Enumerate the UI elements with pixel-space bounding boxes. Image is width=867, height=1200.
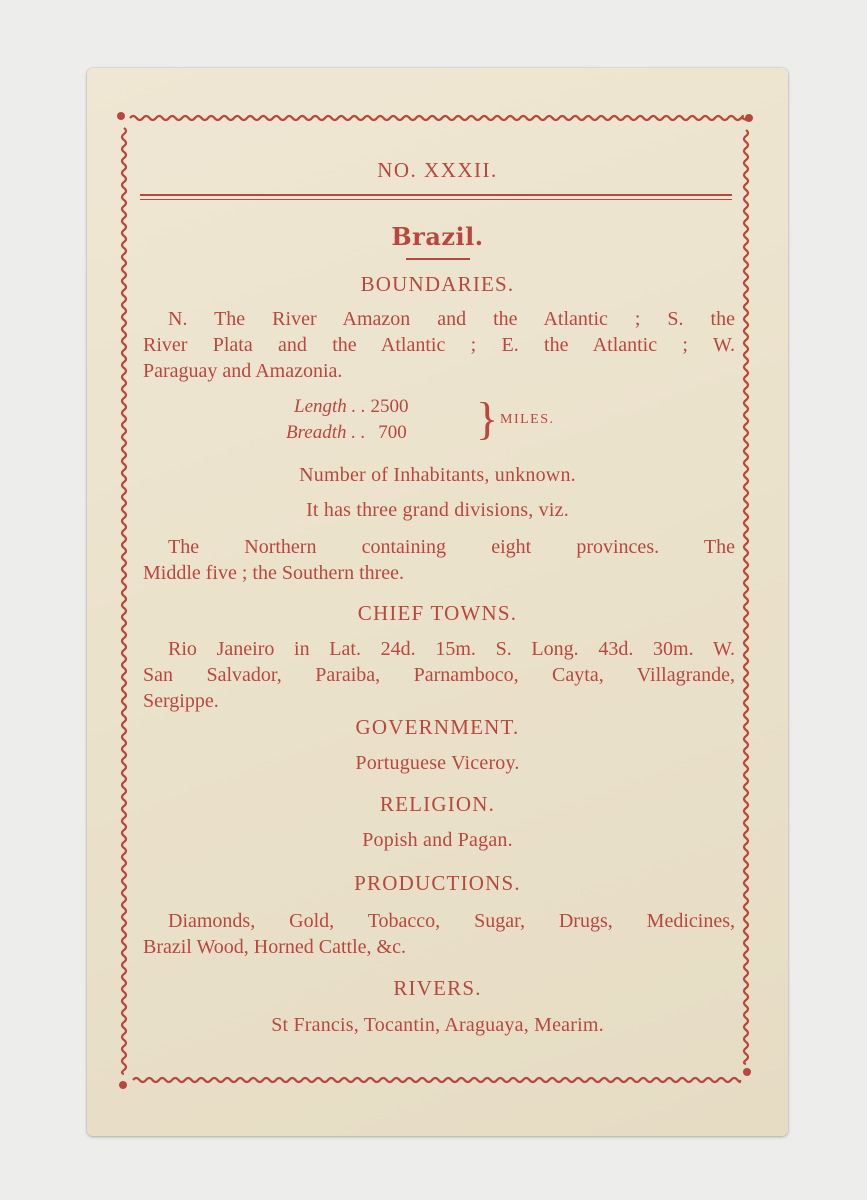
wave-border-right <box>744 130 748 1064</box>
boundaries-line: N. The River Amazon and the Atlantic ; S. the <box>168 308 735 330</box>
breadth-value: 700 <box>378 422 407 443</box>
productions-heading: PRODUCTIONS. <box>354 871 521 895</box>
boundaries-line: River Plata and the Atlantic ; E. the Atlantic ; W. <box>143 334 735 356</box>
wave-border-top <box>130 116 746 120</box>
chief-towns-text <box>143 636 735 714</box>
government-heading: GOVERNMENT. <box>355 715 520 739</box>
dimensions <box>286 393 586 448</box>
rivers-heading: RIVERS. <box>393 976 482 1000</box>
chief-towns-line: Rio Janeiro in Lat. 24d. 15m. S. Long. 43d. 30m. W. <box>168 638 735 660</box>
divisions-line: The Northern containing eight provinces. The <box>168 536 735 558</box>
productions-line: Brazil Wood, Horned Cattle, &c. <box>143 936 406 958</box>
card-number: NO. XXXII. <box>377 158 498 182</box>
title-underline <box>406 258 470 260</box>
wave-border-bottom <box>133 1078 740 1082</box>
inhabitants-text: Number of Inhabitants, unknown. <box>299 464 576 486</box>
length-value: 2500 <box>370 396 409 417</box>
divisions-detail <box>143 534 735 586</box>
divisions-text: It has three grand divisions, viz. <box>306 499 569 521</box>
productions-line: Diamonds, Gold, Tobacco, Sugar, Drugs, Medicines, <box>168 910 735 932</box>
government-text: Portuguese Viceroy. <box>355 752 520 774</box>
breadth-row <box>286 422 407 444</box>
brace-icon: } <box>476 393 499 444</box>
chief-towns-line: San Salvador, Paraiba, Parnamboco, Cayta, Villagrande, <box>143 664 735 686</box>
religion-text: Popish and Pagan. <box>362 829 513 851</box>
rivers-text: St Francis, Tocantin, Araguaya, Mearim. <box>271 1014 604 1036</box>
boundaries-text <box>143 306 735 384</box>
header-rule <box>140 194 732 196</box>
wave-border-left <box>122 128 126 1074</box>
miles-label: MILES. <box>500 412 555 427</box>
country-title: Brazil. <box>391 222 484 251</box>
boundaries-heading: BOUNDARIES. <box>360 272 515 296</box>
chief-towns-line: Sergippe. <box>143 690 219 712</box>
boundaries-line: Paraguay and Amazonia. <box>143 360 343 382</box>
breadth-label: Breadth . . <box>286 422 366 443</box>
chief-towns-heading: CHIEF TOWNS. <box>357 601 518 625</box>
religion-heading: RELIGION. <box>379 792 496 816</box>
divisions-line: Middle five ; the Southern three. <box>143 562 405 584</box>
productions-text <box>143 908 735 960</box>
length-label: Length . . <box>294 396 366 417</box>
header-rule-thin <box>140 199 732 200</box>
length-row <box>294 396 409 418</box>
